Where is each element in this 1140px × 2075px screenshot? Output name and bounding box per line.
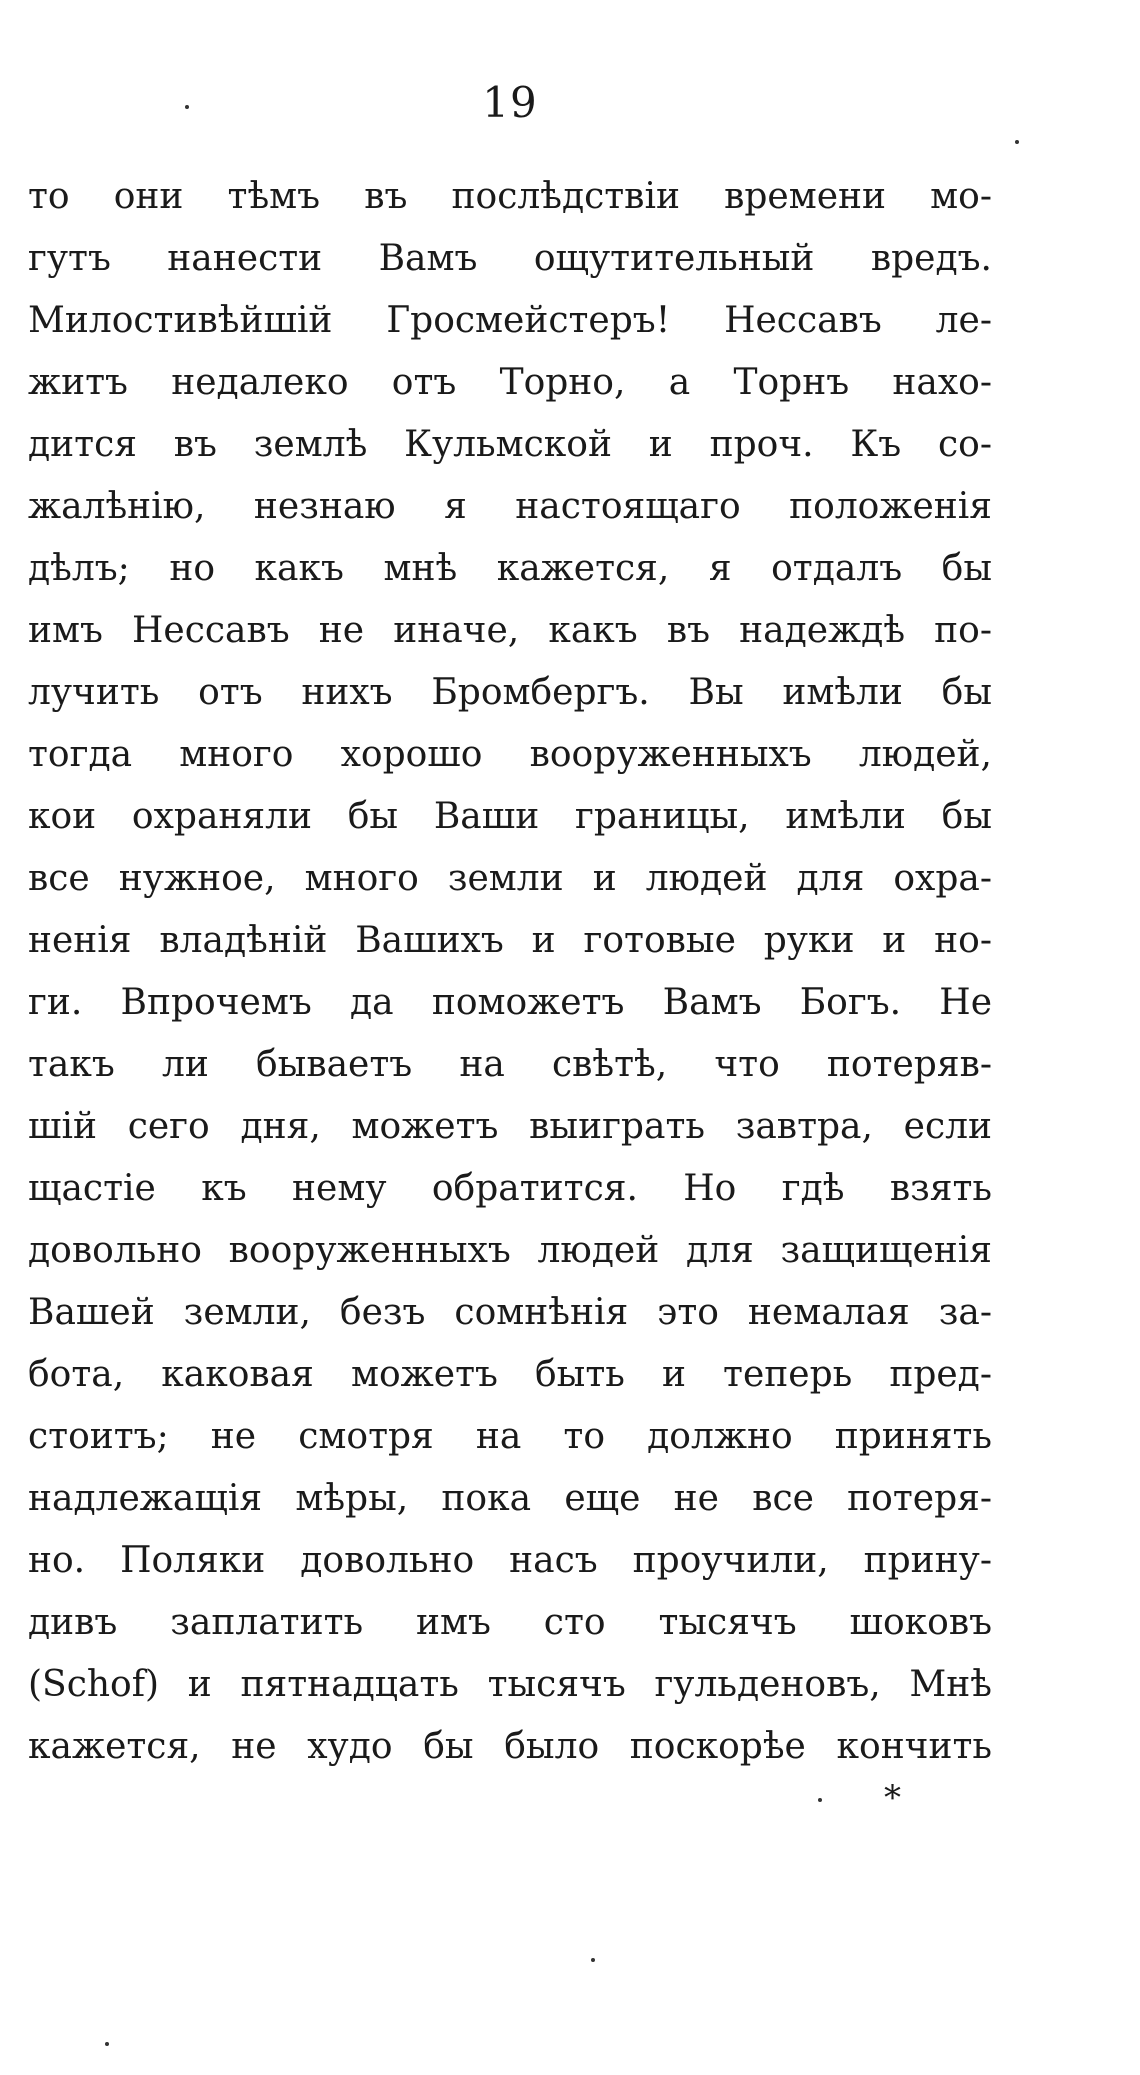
text-line: щастіе къ нему обратится. Но гдѣ взять: [28, 1168, 992, 1209]
print-speck: [105, 2042, 109, 2046]
text-line: лучить отъ нихъ Бромбергъ. Вы имѣли бы: [28, 672, 992, 713]
text-line: Милостивѣйшій Гросмейстеръ! Нессавъ ле-: [28, 300, 992, 341]
print-speck: [591, 1958, 595, 1962]
text-line: (Schof) и пятнадцать тысячъ гульденовъ, Мнѣ: [28, 1664, 992, 1705]
body-text: [28, 166, 992, 1778]
print-speck: [1015, 140, 1019, 144]
text-line: Вашей земли, безъ сомнѣнія это немалая за-: [28, 1292, 992, 1333]
text-line: стоитъ; не смотря на то должно принять: [28, 1416, 992, 1457]
text-line: гутъ нанести Вамъ ощутительный вредъ.: [28, 238, 992, 279]
text-line: все нужное, много земли и людей для охра-: [28, 858, 992, 899]
print-speck: [818, 1798, 822, 1802]
print-speck: [185, 105, 189, 109]
text-line: дится въ землѣ Кульмской и проч. Къ со-: [28, 424, 992, 465]
text-line: тогда много хорошо вооруженныхъ людей,: [28, 734, 992, 775]
text-line: кажется, не худо бы было поскорѣе кончить: [28, 1726, 992, 1767]
text-line: шій сего дня, можетъ выиграть завтра, если: [28, 1106, 992, 1147]
text-line: дѣлъ; но какъ мнѣ кажется, я отдалъ бы: [28, 548, 992, 589]
text-line: житъ недалеко отъ Торно, а Торнъ нахо-: [28, 362, 992, 403]
page-number: 19: [482, 78, 538, 127]
text-line: имъ Нессавъ не иначе, какъ въ надеждѣ по-: [28, 610, 992, 651]
text-line: жалѣнію, незнаю я настоящаго положенія: [28, 486, 992, 527]
text-line: но. Поляки довольно насъ проучили, прину-: [28, 1540, 992, 1581]
text-line: кои охраняли бы Ваши границы, имѣли бы: [28, 796, 992, 837]
text-line: ги. Впрочемъ да поможетъ Вамъ Богъ. Не: [28, 982, 992, 1023]
text-line: надлежащія мѣры, пока еще не все потеря-: [28, 1478, 992, 1519]
catchword-mark: *: [884, 1778, 901, 1818]
text-line: такъ ли бываетъ на свѣтѣ, что потеряв-: [28, 1044, 992, 1085]
text-line: дивъ заплатить имъ сто тысячъ шоковъ: [28, 1602, 992, 1643]
text-line: довольно вооруженныхъ людей для защищенія: [28, 1230, 992, 1271]
text-line: бота, каковая можетъ быть и теперь пред-: [28, 1354, 992, 1395]
text-line: ненія владѣній Вашихъ и готовые руки и но-: [28, 920, 992, 961]
text-line: то они тѣмъ въ послѣдствіи времени мо-: [28, 176, 992, 217]
